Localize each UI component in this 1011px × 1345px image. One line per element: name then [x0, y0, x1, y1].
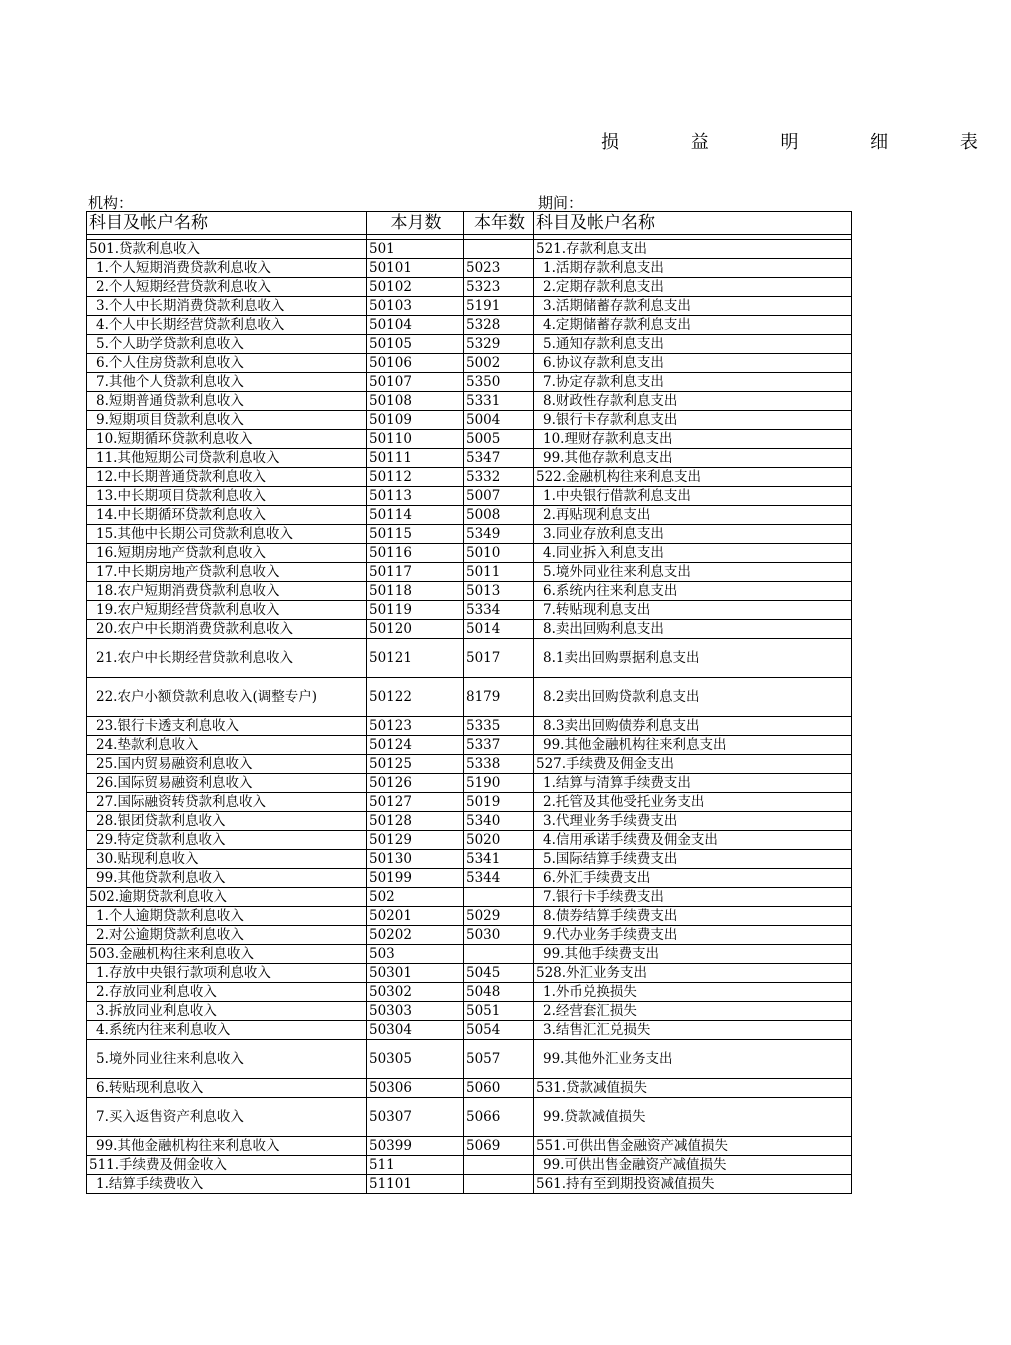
header-year-amount: 本年数: [464, 212, 534, 235]
income-account-name: 21.农户中长期经营贷款利息收入: [87, 639, 367, 678]
income-account-name: 11.其他短期公司贷款利息收入: [87, 449, 367, 468]
table-row: [87, 907, 852, 926]
income-account-name: 29.特定贷款利息收入: [87, 831, 367, 850]
income-account-name: 16.短期房地产贷款利息收入: [87, 544, 367, 563]
income-account-name: 30.贴现利息收入: [87, 850, 367, 869]
income-account-name: 503.金融机构往来利息收入: [87, 945, 367, 964]
income-account-name: 2.对公逾期贷款利息收入: [87, 926, 367, 945]
header-account-name-right: 科目及帐户名称: [534, 212, 852, 235]
income-account-name: 28.银团贷款利息收入: [87, 812, 367, 831]
table-row: [87, 506, 852, 525]
month-amount: 50108: [367, 392, 464, 411]
income-account-name: 1.个人短期消费贷款利息收入: [87, 259, 367, 278]
table-row: [87, 601, 852, 620]
year-amount: 5332: [464, 468, 534, 487]
table-row: [87, 468, 852, 487]
month-amount: 50301: [367, 964, 464, 983]
month-amount: 50119: [367, 601, 464, 620]
year-amount: 5350: [464, 373, 534, 392]
table-row: [87, 620, 852, 639]
report-title: 损 益 明 细 表: [601, 132, 1011, 153]
expense-account-name: 6.协议存款利息支出: [534, 354, 852, 373]
table-row: [87, 487, 852, 506]
expense-account-name: 8.1卖出回购票据利息支出: [534, 639, 852, 678]
income-account-name: 3.拆放同业利息收入: [87, 1002, 367, 1021]
year-amount: 5054: [464, 1021, 534, 1040]
year-amount: 5017: [464, 639, 534, 678]
expense-account-name: 1.结算与清算手续费支出: [534, 774, 852, 793]
table-row: [87, 563, 852, 582]
expense-account-name: 7.银行卡手续费支出: [534, 888, 852, 907]
table-row: [87, 1021, 852, 1040]
year-amount: 5190: [464, 774, 534, 793]
income-account-name: 2.存放同业利息收入: [87, 983, 367, 1002]
expense-account-name: 4.同业拆入利息支出: [534, 544, 852, 563]
table-row: [87, 850, 852, 869]
table-row: [87, 831, 852, 850]
table-row: [87, 411, 852, 430]
year-amount: 5051: [464, 1002, 534, 1021]
table-row: [87, 774, 852, 793]
expense-account-name: 1.活期存款利息支出: [534, 259, 852, 278]
month-amount: 50117: [367, 563, 464, 582]
org-label: 机构：: [88, 194, 134, 212]
expense-account-name: 7.转贴现利息支出: [534, 601, 852, 620]
table-row: [87, 1079, 852, 1098]
expense-account-name: 5.国际结算手续费支出: [534, 850, 852, 869]
table-row: [87, 755, 852, 774]
month-amount: 51101: [367, 1175, 464, 1194]
table-row: [87, 1175, 852, 1194]
year-amount: 5069: [464, 1137, 534, 1156]
income-account-name: 19.农户短期经营贷款利息收入: [87, 601, 367, 620]
table-row: [87, 1137, 852, 1156]
table-row: [87, 717, 852, 736]
expense-account-name: 10.理财存款利息支出: [534, 430, 852, 449]
month-amount: 501: [367, 240, 464, 259]
expense-account-name: 5.境外同业往来利息支出: [534, 563, 852, 582]
year-amount: [464, 888, 534, 907]
expense-account-name: 1.中央银行借款利息支出: [534, 487, 852, 506]
expense-account-name: 6.外汇手续费支出: [534, 869, 852, 888]
expense-account-name: 561.持有至到期投资减值损失: [534, 1175, 852, 1194]
income-account-name: 1.存放中央银行款项利息收入: [87, 964, 367, 983]
income-account-name: 4.个人中长期经营贷款利息收入: [87, 316, 367, 335]
table-row: [87, 869, 852, 888]
year-amount: [464, 1175, 534, 1194]
year-amount: 5030: [464, 926, 534, 945]
income-account-name: 12.中长期普通贷款利息收入: [87, 468, 367, 487]
month-amount: 50125: [367, 755, 464, 774]
month-amount: 50106: [367, 354, 464, 373]
income-account-name: 14.中长期循环贷款利息收入: [87, 506, 367, 525]
year-amount: [464, 945, 534, 964]
year-amount: 5334: [464, 601, 534, 620]
income-account-name: 3.个人中长期消费贷款利息收入: [87, 297, 367, 316]
month-amount: 50109: [367, 411, 464, 430]
expense-account-name: 3.同业存放利息支出: [534, 525, 852, 544]
expense-account-name: 2.托管及其他受托业务支出: [534, 793, 852, 812]
year-amount: 5349: [464, 525, 534, 544]
month-amount: 50129: [367, 831, 464, 850]
period-label: 期间：: [538, 194, 584, 212]
expense-account-name: 528.外汇业务支出: [534, 964, 852, 983]
year-amount: 5328: [464, 316, 534, 335]
income-account-name: 8.短期普通贷款利息收入: [87, 392, 367, 411]
expense-account-name: 6.系统内往来利息支出: [534, 582, 852, 601]
expense-account-name: 99.其他手续费支出: [534, 945, 852, 964]
month-amount: 50102: [367, 278, 464, 297]
header-row: [87, 212, 852, 235]
table-row: [87, 964, 852, 983]
month-amount: 50128: [367, 812, 464, 831]
income-account-name: 23.银行卡透支利息收入: [87, 717, 367, 736]
expense-account-name: 522.金融机构往来利息支出: [534, 468, 852, 487]
income-account-name: 5.境外同业往来利息收入: [87, 1040, 367, 1079]
table-row: [87, 525, 852, 544]
year-amount: 5323: [464, 278, 534, 297]
month-amount: 50107: [367, 373, 464, 392]
expense-account-name: 1.外币兑换损失: [534, 983, 852, 1002]
month-amount: 50201: [367, 907, 464, 926]
income-account-name: 1.结算手续费收入: [87, 1175, 367, 1194]
expense-account-name: 99.可供出售金融资产减值损失: [534, 1156, 852, 1175]
table-row: [87, 1040, 852, 1079]
expense-account-name: 3.活期储蓄存款利息支出: [534, 297, 852, 316]
table-row: [87, 259, 852, 278]
year-amount: 5008: [464, 506, 534, 525]
year-amount: 5066: [464, 1098, 534, 1137]
month-amount: 50103: [367, 297, 464, 316]
table-row: [87, 1002, 852, 1021]
expense-account-name: 3.代理业务手续费支出: [534, 812, 852, 831]
expense-account-name: 527.手续费及佣金支出: [534, 755, 852, 774]
year-amount: 5019: [464, 793, 534, 812]
income-account-name: 1.个人逾期贷款利息收入: [87, 907, 367, 926]
year-amount: 5004: [464, 411, 534, 430]
table-row: [87, 297, 852, 316]
income-account-name: 5.个人助学贷款利息收入: [87, 335, 367, 354]
month-amount: 50121: [367, 639, 464, 678]
expense-account-name: 99.其他存款利息支出: [534, 449, 852, 468]
table-row: [87, 449, 852, 468]
income-account-name: 502.逾期贷款利息收入: [87, 888, 367, 907]
income-account-name: 15.其他中长期公司贷款利息收入: [87, 525, 367, 544]
expense-account-name: 551.可供出售金融资产减值损失: [534, 1137, 852, 1156]
table-row: [87, 945, 852, 964]
income-account-name: 6.转贴现利息收入: [87, 1079, 367, 1098]
table-row: [87, 793, 852, 812]
income-account-name: 13.中长期项目贷款利息收入: [87, 487, 367, 506]
table-row: [87, 812, 852, 831]
year-amount: 5013: [464, 582, 534, 601]
income-account-name: 17.中长期房地产贷款利息收入: [87, 563, 367, 582]
table-row: [87, 335, 852, 354]
table-row: [87, 354, 852, 373]
header-account-name-left: 科目及帐户名称: [87, 212, 367, 235]
year-amount: 5020: [464, 831, 534, 850]
month-amount: 50399: [367, 1137, 464, 1156]
expense-account-name: 531.贷款减值损失: [534, 1079, 852, 1098]
expense-account-name: 4.定期储蓄存款利息支出: [534, 316, 852, 335]
income-account-name: 511.手续费及佣金收入: [87, 1156, 367, 1175]
year-amount: 5329: [464, 335, 534, 354]
expense-account-name: 9.代办业务手续费支出: [534, 926, 852, 945]
month-amount: 50307: [367, 1098, 464, 1137]
month-amount: 50104: [367, 316, 464, 335]
year-amount: 5338: [464, 755, 534, 774]
month-amount: 50202: [367, 926, 464, 945]
table-row: [87, 888, 852, 907]
table-row: [87, 278, 852, 297]
month-amount: 50126: [367, 774, 464, 793]
income-account-name: 18.农户短期消费贷款利息收入: [87, 582, 367, 601]
month-amount: 50112: [367, 468, 464, 487]
income-account-name: 9.短期项目贷款利息收入: [87, 411, 367, 430]
month-amount: 50199: [367, 869, 464, 888]
expense-account-name: 9.银行卡存款利息支出: [534, 411, 852, 430]
month-amount: 503: [367, 945, 464, 964]
expense-account-name: 99.贷款减值损失: [534, 1098, 852, 1137]
expense-account-name: 8.2卖出回购贷款利息支出: [534, 678, 852, 717]
month-amount: 511: [367, 1156, 464, 1175]
income-account-name: 4.系统内往来利息收入: [87, 1021, 367, 1040]
table-row: [87, 1156, 852, 1175]
expense-account-name: 4.信用承诺手续费及佣金支出: [534, 831, 852, 850]
expense-account-name: 2.再贴现利息支出: [534, 506, 852, 525]
income-account-name: 99.其他贷款利息收入: [87, 869, 367, 888]
year-amount: [464, 240, 534, 259]
expense-account-name: 3.结售汇汇兑损失: [534, 1021, 852, 1040]
income-account-name: 501.贷款利息收入: [87, 240, 367, 259]
income-account-name: 27.国际融资转贷款利息收入: [87, 793, 367, 812]
table-row: [87, 736, 852, 755]
year-amount: 5007: [464, 487, 534, 506]
table-row: [87, 373, 852, 392]
year-amount: 5014: [464, 620, 534, 639]
table-row: [87, 582, 852, 601]
table-row: [87, 1098, 852, 1137]
month-amount: 50113: [367, 487, 464, 506]
month-amount: 50114: [367, 506, 464, 525]
month-amount: 50122: [367, 678, 464, 717]
table-row: [87, 544, 852, 563]
income-account-name: 24.垫款利息收入: [87, 736, 367, 755]
year-amount: 5011: [464, 563, 534, 582]
month-amount: 50118: [367, 582, 464, 601]
month-amount: 50105: [367, 335, 464, 354]
expense-account-name: 8.3卖出回购债券利息支出: [534, 717, 852, 736]
income-account-name: 25.国内贸易融资利息收入: [87, 755, 367, 774]
expense-account-name: 7.协定存款利息支出: [534, 373, 852, 392]
year-amount: 8179: [464, 678, 534, 717]
income-account-name: 10.短期循环贷款利息收入: [87, 430, 367, 449]
year-amount: 5045: [464, 964, 534, 983]
month-amount: 50115: [367, 525, 464, 544]
month-amount: 50116: [367, 544, 464, 563]
year-amount: 5048: [464, 983, 534, 1002]
table-row: [87, 983, 852, 1002]
month-amount: 50101: [367, 259, 464, 278]
year-amount: 5023: [464, 259, 534, 278]
month-amount: 50123: [367, 717, 464, 736]
year-amount: 5057: [464, 1040, 534, 1079]
expense-account-name: 99.其他金融机构往来利息支出: [534, 736, 852, 755]
income-account-name: 20.农户中长期消费贷款利息收入: [87, 620, 367, 639]
month-amount: 50304: [367, 1021, 464, 1040]
month-amount: 50130: [367, 850, 464, 869]
year-amount: 5060: [464, 1079, 534, 1098]
expense-account-name: 8.债券结算手续费支出: [534, 907, 852, 926]
month-amount: 50305: [367, 1040, 464, 1079]
expense-account-name: 2.定期存款利息支出: [534, 278, 852, 297]
expense-account-name: 8.卖出回购利息支出: [534, 620, 852, 639]
month-amount: 50303: [367, 1002, 464, 1021]
month-amount: 50111: [367, 449, 464, 468]
year-amount: 5191: [464, 297, 534, 316]
table-row: [87, 392, 852, 411]
table-row: [87, 926, 852, 945]
table-row: [87, 430, 852, 449]
expense-account-name: 8.财政性存款利息支出: [534, 392, 852, 411]
month-amount: 50306: [367, 1079, 464, 1098]
income-account-name: 7.其他个人贷款利息收入: [87, 373, 367, 392]
table-row: [87, 678, 852, 717]
year-amount: 5010: [464, 544, 534, 563]
year-amount: [464, 1156, 534, 1175]
year-amount: 5340: [464, 812, 534, 831]
year-amount: 5335: [464, 717, 534, 736]
expense-account-name: 2.经营套汇损失: [534, 1002, 852, 1021]
pl-detail-table: [86, 211, 852, 1194]
year-amount: 5005: [464, 430, 534, 449]
month-amount: 50127: [367, 793, 464, 812]
income-account-name: 22.农户小额贷款利息收入(调整专户): [87, 678, 367, 717]
income-account-name: 26.国际贸易融资利息收入: [87, 774, 367, 793]
income-account-name: 99.其他金融机构往来利息收入: [87, 1137, 367, 1156]
income-account-name: 2.个人短期经营贷款利息收入: [87, 278, 367, 297]
table-row: [87, 240, 852, 259]
table-row: [87, 316, 852, 335]
month-amount: 50302: [367, 983, 464, 1002]
year-amount: 5331: [464, 392, 534, 411]
table-row: [87, 639, 852, 678]
year-amount: 5029: [464, 907, 534, 926]
expense-account-name: 521.存款利息支出: [534, 240, 852, 259]
expense-account-name: 99.其他外汇业务支出: [534, 1040, 852, 1079]
year-amount: 5002: [464, 354, 534, 373]
income-account-name: 6.个人住房贷款利息收入: [87, 354, 367, 373]
month-amount: 50110: [367, 430, 464, 449]
year-amount: 5337: [464, 736, 534, 755]
month-amount: 50124: [367, 736, 464, 755]
year-amount: 5347: [464, 449, 534, 468]
header-month-amount: 本月数: [367, 212, 464, 235]
year-amount: 5341: [464, 850, 534, 869]
month-amount: 502: [367, 888, 464, 907]
expense-account-name: 5.通知存款利息支出: [534, 335, 852, 354]
month-amount: 50120: [367, 620, 464, 639]
year-amount: 5344: [464, 869, 534, 888]
income-account-name: 7.买入返售资产利息收入: [87, 1098, 367, 1137]
